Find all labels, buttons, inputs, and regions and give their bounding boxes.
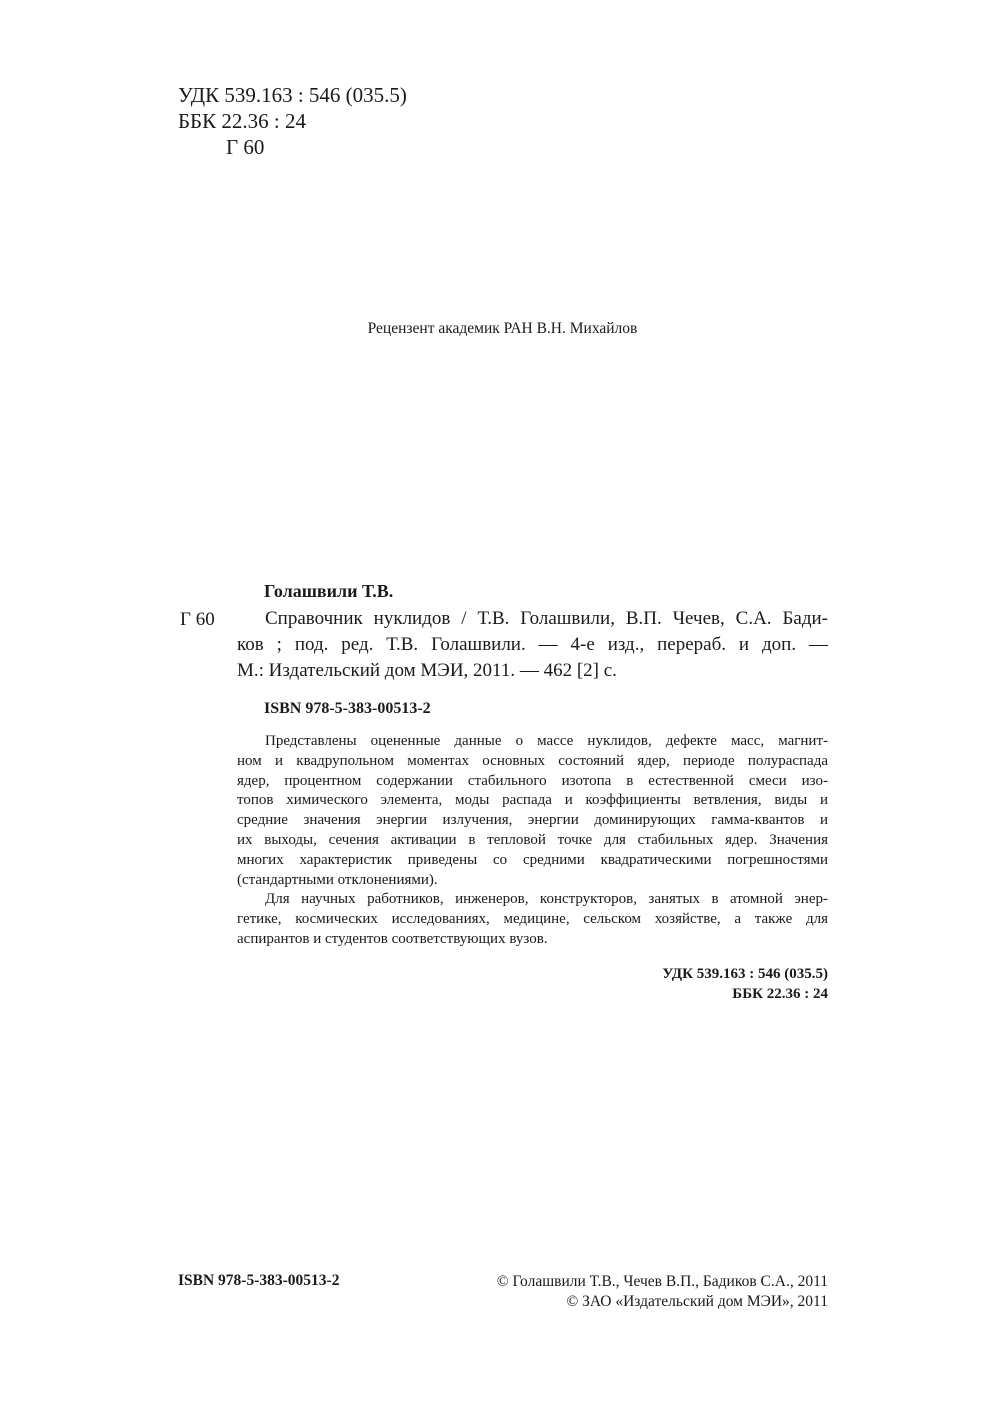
bibliographic-line: Справочник нуклидов / Т.В. Голашвили, В.П. Чечев, С.А. Бади- xyxy=(265,608,828,629)
bbk-code-bold: ББК 22.36 : 24 xyxy=(732,986,828,1002)
abstract-line: (стандартными отклонениями). xyxy=(237,871,438,888)
classification-block xyxy=(178,82,407,160)
bibliographic-line: М.: Издательский дом МЭИ, 2011. — 462 [2] с. xyxy=(237,660,617,681)
copyright-block xyxy=(497,1272,828,1312)
abstract-line: средние значения энергии излучения, энергии доминирующих гамма-квантов и xyxy=(237,812,828,829)
abstract-line: топов химического элемента, моды распада и коэффициенты ветвления, виды и xyxy=(237,792,828,809)
bibliographic-description xyxy=(237,606,828,684)
abstract-line: ном и квадрупольном моментах основных состояний ядер, периоде полураспада xyxy=(237,752,828,769)
abstract-line: гетике, космических исследованиях, медицине, сельском хозяйстве, а также для xyxy=(237,911,828,928)
abstract-line: их выходы, сечения активации в тепловой точке для стабильных ядер. Значения xyxy=(237,831,828,848)
bbk-code: ББК 22.36 : 24 xyxy=(178,109,306,133)
abstract-line: ядер, процентном содержании стабильного изотопа в естественной смеси изо- xyxy=(237,772,828,789)
abstract-line: многих характеристик приведены со средними квадратическими погрешностями xyxy=(237,851,828,868)
bibliographic-line: ков ; под. ред. Т.В. Голашвили. — 4-е изд., перераб. и доп. — xyxy=(237,634,828,655)
footer-isbn: ISBN 978-5-383-00513-2 xyxy=(178,1272,340,1289)
copyright-publisher: © ЗАО «Издательский дом МЭИ», 2011 xyxy=(566,1293,828,1310)
reviewer-line: Рецензент академик РАН В.Н. Михайлов xyxy=(367,320,638,337)
abstract-line: аспирантов и студентов соответствующих вузов. xyxy=(237,930,548,947)
abstract-line: Представлены оцененные данные о массе нуклидов, дефекте масс, магнит- xyxy=(265,733,828,749)
cutter-mark: Г 60 xyxy=(180,609,215,630)
author-mark: Г 60 xyxy=(226,135,265,159)
isbn: ISBN 978-5-383-00513-2 xyxy=(264,700,431,717)
author-heading: Голашвили Т.В. xyxy=(264,581,394,601)
udk-code: УДК 539.163 : 546 (035.5) xyxy=(178,83,407,107)
abstract xyxy=(237,732,828,950)
codes-block xyxy=(662,964,828,1004)
copyright-authors: © Голашвили Т.В., Чечев В.П., Бадиков С.А., 2011 xyxy=(496,1273,828,1290)
udk-code-bold: УДК 539.163 : 546 (035.5) xyxy=(662,966,828,982)
abstract-line: Для научных работников, инженеров, конструкторов, занятых в атомной энер- xyxy=(265,891,828,908)
